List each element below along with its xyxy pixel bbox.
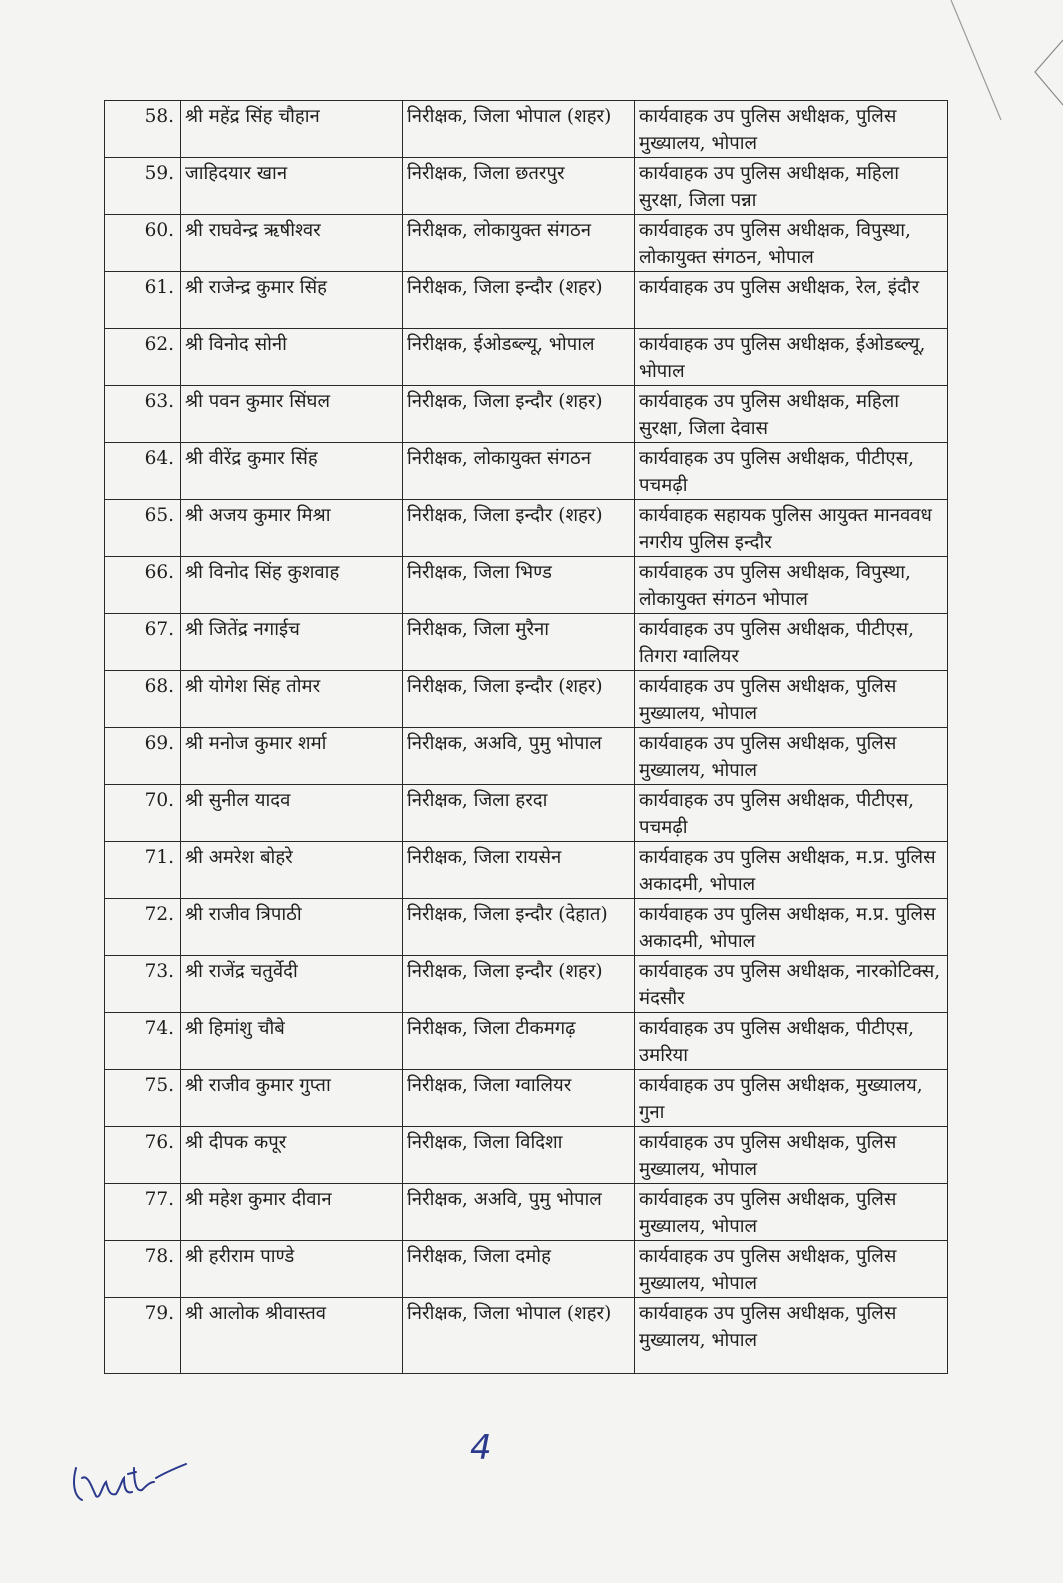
officer-name-cell: श्री सुनील यादव xyxy=(181,785,403,842)
new-posting-cell: कार्यवाहक उप पुलिस अधीक्षक, ईओडब्ल्यू, भोपाल xyxy=(635,329,948,386)
serial-number-cell: 63. xyxy=(105,386,181,443)
serial-number-cell: 58. xyxy=(105,101,181,158)
current-posting-cell: निरीक्षक, जिला विदिशा xyxy=(403,1127,635,1184)
table-row xyxy=(105,272,948,329)
table-row xyxy=(105,728,948,785)
table-row xyxy=(105,1127,948,1184)
officer-name-cell: श्री हरीराम पाण्डे xyxy=(181,1241,403,1298)
new-posting-cell: कार्यवाहक उप पुलिस अधीक्षक, पुलिस मुख्यालय, भोपाल xyxy=(635,101,948,158)
table-row xyxy=(105,329,948,386)
serial-number-cell: 61. xyxy=(105,272,181,329)
table-row xyxy=(105,842,948,899)
officer-name-cell: श्री अमरेश बोहरे xyxy=(181,842,403,899)
officer-name-cell: श्री राजेन्द्र कुमार सिंह xyxy=(181,272,403,329)
new-posting-cell: कार्यवाहक उप पुलिस अधीक्षक, पुलिस मुख्यालय, भोपाल xyxy=(635,671,948,728)
officer-name-cell: श्री जितेंद्र नगाईच xyxy=(181,614,403,671)
table-row xyxy=(105,386,948,443)
serial-number-cell: 70. xyxy=(105,785,181,842)
officer-name-cell: श्री राजेंद्र चतुर्वेदी xyxy=(181,956,403,1013)
new-posting-cell: कार्यवाहक उप पुलिस अधीक्षक, नारकोटिक्स, मंदसौर xyxy=(635,956,948,1013)
serial-number-cell: 67. xyxy=(105,614,181,671)
officer-name-cell: श्री विनोद सिंह कुशवाह xyxy=(181,557,403,614)
table-row xyxy=(105,557,948,614)
serial-number-cell: 68. xyxy=(105,671,181,728)
officer-name-cell: श्री राघवेन्द्र ऋषीश्वर xyxy=(181,215,403,272)
officer-name-cell: श्री वीरेंद्र कुमार सिंह xyxy=(181,443,403,500)
table-row xyxy=(105,215,948,272)
officer-name-cell: जाहिदयार खान xyxy=(181,158,403,215)
new-posting-cell: कार्यवाहक उप पुलिस अधीक्षक, पुलिस मुख्यालय, भोपाल xyxy=(635,1298,948,1374)
table-row xyxy=(105,1013,948,1070)
officer-name-cell: श्री विनोद सोनी xyxy=(181,329,403,386)
new-posting-cell: कार्यवाहक उप पुलिस अधीक्षक, महिला सुरक्षा, जिला पन्ना xyxy=(635,158,948,215)
current-posting-cell: निरीक्षक, जिला इन्दौर (शहर) xyxy=(403,500,635,557)
new-posting-cell: कार्यवाहक सहायक पुलिस आयुक्त मानववध नगरीय पुलिस इन्दौर xyxy=(635,500,948,557)
new-posting-cell: कार्यवाहक उप पुलिस अधीक्षक, विपुस्था, लोकायुक्त संगठन भोपाल xyxy=(635,557,948,614)
current-posting-cell: निरीक्षक, जिला इन्दौर (शहर) xyxy=(403,671,635,728)
table-row xyxy=(105,785,948,842)
current-posting-cell: निरीक्षक, जिला इन्दौर (शहर) xyxy=(403,272,635,329)
new-posting-cell: कार्यवाहक उप पुलिस अधीक्षक, पुलिस मुख्यालय, भोपाल xyxy=(635,728,948,785)
officer-name-cell: श्री राजीव त्रिपाठी xyxy=(181,899,403,956)
serial-number-cell: 69. xyxy=(105,728,181,785)
current-posting-cell: निरीक्षक, लोकायुक्त संगठन xyxy=(403,443,635,500)
new-posting-cell: कार्यवाहक उप पुलिस अधीक्षक, पीटीएस, पचमढ़ी xyxy=(635,443,948,500)
page-fold-mark xyxy=(943,0,1063,130)
current-posting-cell: निरीक्षक, जिला हरदा xyxy=(403,785,635,842)
new-posting-cell: कार्यवाहक उप पुलिस अधीक्षक, रेल, इंदौर xyxy=(635,272,948,329)
serial-number-cell: 71. xyxy=(105,842,181,899)
current-posting-cell: निरीक्षक, जिला इन्दौर (शहर) xyxy=(403,956,635,1013)
transfer-list-table xyxy=(104,100,948,1374)
officer-name-cell: श्री दीपक कपूर xyxy=(181,1127,403,1184)
current-posting-cell: निरीक्षक, जिला रायसेन xyxy=(403,842,635,899)
current-posting-cell: निरीक्षक, जिला इन्दौर (देहात) xyxy=(403,899,635,956)
officer-name-cell: श्री हिमांशु चौबे xyxy=(181,1013,403,1070)
serial-number-cell: 79. xyxy=(105,1298,181,1374)
officer-name-cell: श्री अजय कुमार मिश्रा xyxy=(181,500,403,557)
table-row xyxy=(105,614,948,671)
serial-number-cell: 60. xyxy=(105,215,181,272)
new-posting-cell: कार्यवाहक उप पुलिस अधीक्षक, विपुस्था, लोकायुक्त संगठन, भोपाल xyxy=(635,215,948,272)
serial-number-cell: 75. xyxy=(105,1070,181,1127)
officer-name-cell: श्री पवन कुमार सिंघल xyxy=(181,386,403,443)
table-row xyxy=(105,1298,948,1374)
table-row xyxy=(105,443,948,500)
current-posting-cell: निरीक्षक, जिला टीकमगढ़ xyxy=(403,1013,635,1070)
new-posting-cell: कार्यवाहक उप पुलिस अधीक्षक, मुख्यालय, गुना xyxy=(635,1070,948,1127)
officer-name-cell: श्री योगेश सिंह तोमर xyxy=(181,671,403,728)
table-row xyxy=(105,671,948,728)
table-row xyxy=(105,101,948,158)
serial-number-cell: 78. xyxy=(105,1241,181,1298)
table-row xyxy=(105,956,948,1013)
officer-name-cell: श्री महेंद्र सिंह चौहान xyxy=(181,101,403,158)
officer-name-cell: श्री राजीव कुमार गुप्ता xyxy=(181,1070,403,1127)
new-posting-cell: कार्यवाहक उप पुलिस अधीक्षक, पुलिस मुख्यालय, भोपाल xyxy=(635,1184,948,1241)
new-posting-cell: कार्यवाहक उप पुलिस अधीक्षक, पुलिस मुख्यालय, भोपाल xyxy=(635,1241,948,1298)
serial-number-cell: 62. xyxy=(105,329,181,386)
table-row xyxy=(105,500,948,557)
table-row xyxy=(105,1184,948,1241)
table-row xyxy=(105,899,948,956)
new-posting-cell: कार्यवाहक उप पुलिस अधीक्षक, पीटीएस, तिगरा ग्वालियर xyxy=(635,614,948,671)
new-posting-cell: कार्यवाहक उप पुलिस अधीक्षक, पीटीएस, पचमढ़ी xyxy=(635,785,948,842)
serial-number-cell: 74. xyxy=(105,1013,181,1070)
serial-number-cell: 66. xyxy=(105,557,181,614)
page-number: 4 xyxy=(470,1428,492,1468)
handwritten-signature xyxy=(62,1438,192,1508)
current-posting-cell: निरीक्षक, ईओडब्ल्यू, भोपाल xyxy=(403,329,635,386)
table-row xyxy=(105,1070,948,1127)
officer-name-cell: श्री मनोज कुमार शर्मा xyxy=(181,728,403,785)
current-posting-cell: निरीक्षक, जिला भोपाल (शहर) xyxy=(403,101,635,158)
current-posting-cell: निरीक्षक, जिला इन्दौर (शहर) xyxy=(403,386,635,443)
serial-number-cell: 65. xyxy=(105,500,181,557)
serial-number-cell: 59. xyxy=(105,158,181,215)
current-posting-cell: निरीक्षक, जिला भिण्ड xyxy=(403,557,635,614)
current-posting-cell: निरीक्षक, जिला भोपाल (शहर) xyxy=(403,1298,635,1374)
table-row xyxy=(105,1241,948,1298)
current-posting-cell: निरीक्षक, जिला ग्वालियर xyxy=(403,1070,635,1127)
serial-number-cell: 64. xyxy=(105,443,181,500)
new-posting-cell: कार्यवाहक उप पुलिस अधीक्षक, महिला सुरक्षा, जिला देवास xyxy=(635,386,948,443)
current-posting-cell: निरीक्षक, अअवि, पुमु भोपाल xyxy=(403,1184,635,1241)
new-posting-cell: कार्यवाहक उप पुलिस अधीक्षक, पुलिस मुख्यालय, भोपाल xyxy=(635,1127,948,1184)
officer-name-cell: श्री आलोक श्रीवास्तव xyxy=(181,1298,403,1374)
new-posting-cell: कार्यवाहक उप पुलिस अधीक्षक, म.प्र. पुलिस अकादमी, भोपाल xyxy=(635,842,948,899)
new-posting-cell: कार्यवाहक उप पुलिस अधीक्षक, म.प्र. पुलिस अकादमी, भोपाल xyxy=(635,899,948,956)
new-posting-cell: कार्यवाहक उप पुलिस अधीक्षक, पीटीएस, उमरिया xyxy=(635,1013,948,1070)
current-posting-cell: निरीक्षक, अअवि, पुमु भोपाल xyxy=(403,728,635,785)
current-posting-cell: निरीक्षक, जिला दमोह xyxy=(403,1241,635,1298)
officer-name-cell: श्री महेश कुमार दीवान xyxy=(181,1184,403,1241)
current-posting-cell: निरीक्षक, जिला छतरपुर xyxy=(403,158,635,215)
serial-number-cell: 76. xyxy=(105,1127,181,1184)
serial-number-cell: 72. xyxy=(105,899,181,956)
table-row xyxy=(105,158,948,215)
current-posting-cell: निरीक्षक, जिला मुरैना xyxy=(403,614,635,671)
serial-number-cell: 77. xyxy=(105,1184,181,1241)
current-posting-cell: निरीक्षक, लोकायुक्त संगठन xyxy=(403,215,635,272)
serial-number-cell: 73. xyxy=(105,956,181,1013)
